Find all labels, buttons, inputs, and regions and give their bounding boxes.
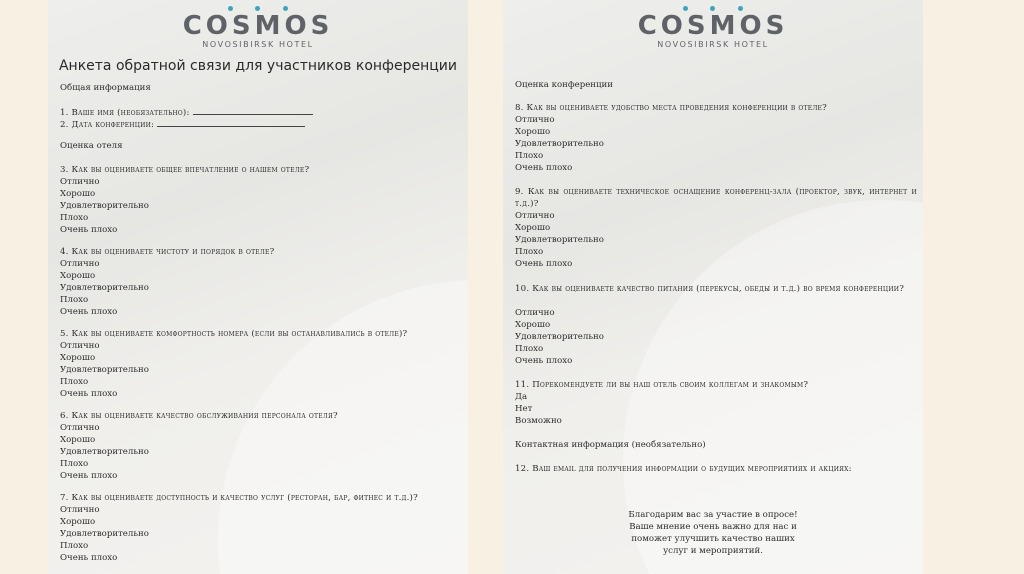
option[interactable]: Очень плохо: [60, 389, 118, 399]
option[interactable]: Очень плохо: [60, 553, 118, 563]
option[interactable]: Очень плохо: [515, 163, 573, 173]
option[interactable]: Плохо: [60, 541, 89, 551]
option[interactable]: Да: [515, 392, 528, 402]
option[interactable]: Удовлетворительно: [60, 447, 149, 457]
option[interactable]: Очень плохо: [60, 307, 118, 317]
option[interactable]: Плохо: [60, 377, 89, 387]
brand-tagline: NOVOSIBIRSK HOTEL: [657, 40, 769, 49]
option[interactable]: Хорошо: [515, 320, 551, 330]
option[interactable]: Удовлетворительно: [515, 332, 604, 342]
thank-you-note: Благодарим вас за участие в опросе! Ваше мнение очень важно для нас и поможет улучшить качество наших услуг и мероприятий.: [628, 510, 798, 556]
option[interactable]: Плохо: [515, 247, 544, 257]
option[interactable]: Удовлетворительно: [515, 139, 604, 149]
hotel-logo: [503, 4, 923, 50]
option[interactable]: Отлично: [60, 259, 100, 269]
form-title: Анкета обратной связи для участников конференции: [58, 58, 458, 74]
option[interactable]: Отлично: [60, 177, 100, 187]
question-10: 10. Как вы оцениваете качество питания (перекусы, обеды и т.д.) во время конференции?: [515, 284, 905, 294]
option[interactable]: Нет: [515, 404, 533, 414]
option[interactable]: Отлично: [515, 115, 555, 125]
section-heading: Оценка отеля: [60, 141, 123, 151]
survey-page-1: [48, 0, 468, 574]
option[interactable]: Очень плохо: [60, 225, 118, 235]
brand-tagline: NOVOSIBIRSK HOTEL: [202, 40, 314, 49]
question-4: 4. Как вы оцениваете чистоту и порядок в отеле?: [60, 247, 275, 257]
brand-name: COSMOS: [182, 11, 334, 41]
question-date: 2. Дата конференции:: [60, 118, 305, 131]
question-6: 6. Как вы оцениваете качество обслуживания персонала отеля?: [60, 411, 338, 421]
option[interactable]: Удовлетворительно: [60, 365, 149, 375]
option[interactable]: Плохо: [515, 344, 544, 354]
option[interactable]: Отлично: [60, 341, 100, 351]
question-5: 5. Как вы оцениваете комфортность номера (если вы останавливались в отеле)?: [60, 329, 408, 339]
question-8: 8. Как вы оцениваете удобство места проведения конференции в отеле?: [515, 103, 827, 113]
option[interactable]: Хорошо: [60, 353, 96, 363]
option[interactable]: Хорошо: [60, 435, 96, 445]
option[interactable]: Очень плохо: [60, 471, 118, 481]
section-heading: Общая информация: [60, 83, 151, 93]
option[interactable]: Плохо: [60, 213, 89, 223]
option[interactable]: Хорошо: [60, 271, 96, 281]
option[interactable]: Плохо: [515, 151, 544, 161]
option[interactable]: Плохо: [60, 295, 89, 305]
option[interactable]: Отлично: [60, 505, 100, 515]
question-11: 11. Порекомендуете ли вы наш отель своим коллегам и знакомым?: [515, 380, 809, 390]
option[interactable]: Плохо: [60, 459, 89, 469]
option[interactable]: Удовлетворительно: [60, 529, 149, 539]
question-7: 7. Как вы оцениваете доступность и качество услуг (ресторан, бар, фитнес и т.д.)?: [60, 493, 418, 503]
section-heading: Контактная информация (необязательно): [515, 440, 706, 450]
option[interactable]: Хорошо: [515, 223, 551, 233]
option[interactable]: Удовлетворительно: [60, 201, 149, 211]
section-heading: Оценка конференции: [515, 80, 613, 90]
option[interactable]: Очень плохо: [515, 356, 573, 366]
brand-name: COSMOS: [637, 11, 789, 41]
option[interactable]: Очень плохо: [515, 259, 573, 269]
option[interactable]: Отлично: [515, 308, 555, 318]
option[interactable]: Хорошо: [60, 517, 96, 527]
survey-page-2: [503, 0, 923, 574]
option[interactable]: Отлично: [515, 211, 555, 221]
option[interactable]: Хорошо: [60, 189, 96, 199]
option[interactable]: Возможно: [515, 416, 562, 426]
option[interactable]: Отлично: [60, 423, 100, 433]
question-name: 1. Ваше имя (необязательно):: [60, 106, 313, 119]
option[interactable]: Удовлетворительно: [60, 283, 149, 293]
option[interactable]: Хорошо: [515, 127, 551, 137]
question-9: 9. Как вы оцениваете техническое оснащение конференц-зала (проектор, звук, интернет и т.д.)?: [515, 187, 917, 209]
question-12: 12. Ваш email для получения информации о будущих мероприятиях и акциях:: [515, 464, 852, 474]
name-field-line[interactable]: [193, 106, 313, 115]
date-field-line[interactable]: [157, 118, 305, 127]
hotel-logo: [48, 4, 468, 50]
option[interactable]: Удовлетворительно: [515, 235, 604, 245]
question-3: 3. Как вы оцениваете общее впечатление о нашем отеле?: [60, 165, 310, 175]
